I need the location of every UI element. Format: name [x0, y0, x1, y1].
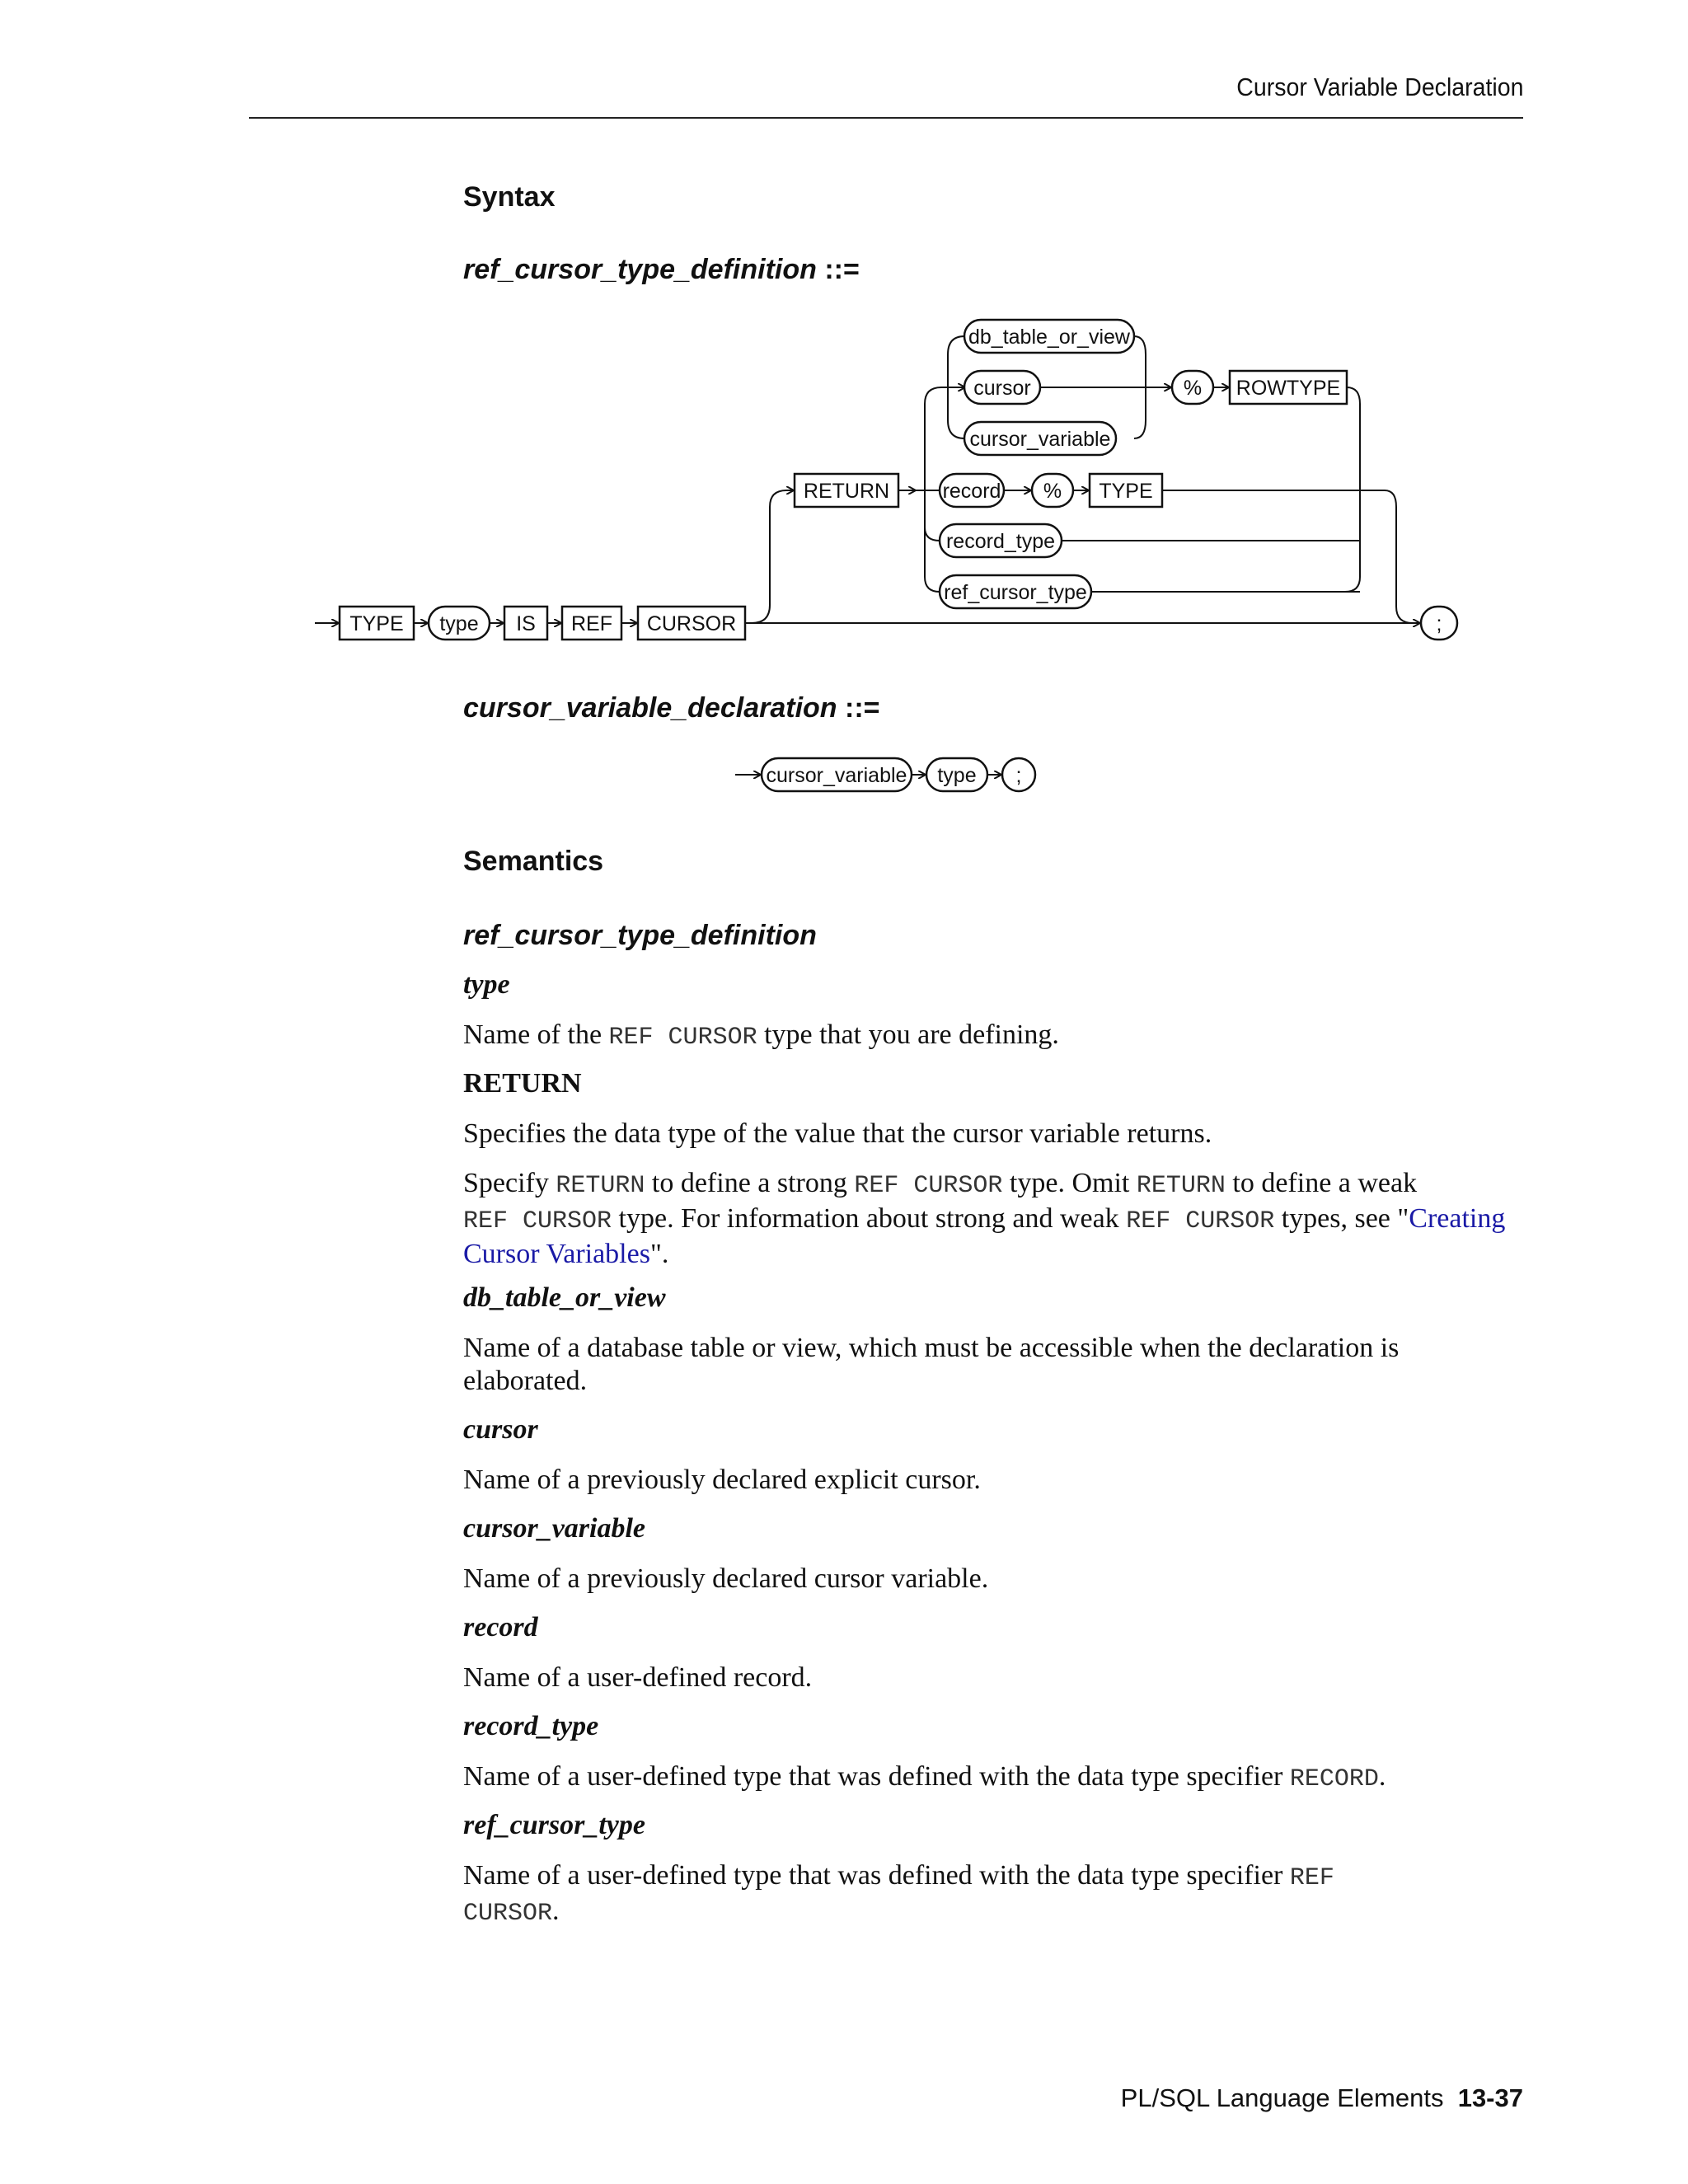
diagram-label-ref-cursor-type: ref_cursor_type [944, 581, 1087, 604]
diagram-label-type-kw: TYPE [349, 612, 404, 635]
running-header: Cursor Variable Declaration [1236, 73, 1523, 101]
code: RECORD [1289, 1765, 1379, 1793]
term-cursor: cursor [463, 1414, 538, 1445]
term-type: type [463, 969, 510, 1000]
desc-return: Specifies the data type of the value that the cursor variable returns. [463, 1118, 1212, 1149]
desc-cursor-variable: Name of a previously declared cursor variable. [463, 1563, 989, 1594]
text: Name of the [463, 1019, 609, 1050]
text: type. For information about strong and weak [612, 1203, 1127, 1234]
code: CURSOR [463, 1900, 553, 1928]
diagram2-label-cursor-variable: cursor_variable [766, 764, 907, 787]
text: ". [649, 1239, 669, 1269]
text: Name of a user-defined type that was defined with the data type specifier [463, 1860, 1290, 1891]
text: to define a strong [645, 1168, 855, 1198]
diagram-label-record-type: record_type [945, 530, 1056, 553]
code: REF [1289, 1864, 1334, 1892]
semantics-heading: Semantics [463, 846, 604, 877]
term-record: record [463, 1612, 538, 1643]
diagram-label-cursor: cursor [973, 377, 1031, 400]
syntax-diagram-cursor-variable-declaration [0, 0, 1688, 824]
syntax-heading: Syntax [463, 181, 556, 213]
desc-cursor: Name of a previously declared explicit cursor. [463, 1465, 981, 1495]
term-db-table-or-view: db_table_or_view [463, 1282, 666, 1313]
text: . [1378, 1761, 1386, 1792]
code: RETURN [1136, 1172, 1226, 1200]
diagram-label-db-table-or-view: db_table_or_view [968, 326, 1130, 349]
diagram-label-cursor-variable: cursor_variable [969, 428, 1111, 451]
desc-ref-cursor-type [463, 1859, 1526, 1930]
term-return: RETURN [463, 1068, 582, 1099]
diagram-label-percent-1: % [1183, 377, 1203, 400]
link-creating-cursor-variables[interactable]: Creating Cursor Variables [463, 1203, 1506, 1269]
production-name-2: cursor_variable_declaration [463, 692, 837, 724]
text: Name of a user-defined type that was defined with the data type specifier [463, 1761, 1290, 1792]
desc-record: Name of a user-defined record. [463, 1662, 813, 1693]
diagram-label-semicolon: ; [1436, 612, 1442, 635]
desc-return-strong-weak [463, 1167, 1526, 1271]
desc-db-table-or-view: Name of a database table or view, which must be accessible when the declaration is elaborated. [463, 1333, 1400, 1396]
diagram-label-rowtype: ROWTYPE [1236, 377, 1341, 400]
diagram-label-ref: REF [571, 612, 612, 635]
page-footer [1121, 2083, 1523, 2113]
text: Specify [463, 1168, 556, 1198]
production-operator: ::= [824, 254, 860, 285]
desc-record-type [463, 1760, 1526, 1796]
text: to define a weak [1225, 1168, 1418, 1198]
diagram-label-type-name: type [439, 612, 479, 635]
code: REF CURSOR [1126, 1207, 1275, 1235]
term-record-type: record_type [463, 1711, 599, 1741]
page-number: 13-37 [1457, 2083, 1523, 2112]
diagram-label-percent-2: % [1043, 480, 1062, 503]
text: type that you are defining. [757, 1019, 1059, 1050]
diagram-label-type-attr: TYPE [1099, 480, 1153, 503]
diagram-label-cursor-kw: CURSOR [646, 612, 737, 635]
semantics-subheading: ref_cursor_type_definition [463, 920, 817, 951]
production-name: ref_cursor_type_definition [463, 254, 817, 285]
footer-section: PL/SQL Language Elements [1120, 2083, 1444, 2112]
diagram2-label-type: type [937, 764, 977, 787]
code: REF CURSOR [463, 1207, 612, 1235]
code: REF CURSOR [854, 1172, 1003, 1200]
term-ref-cursor-type: ref_cursor_type [463, 1810, 645, 1840]
diagram-label-return: RETURN [803, 480, 890, 503]
diagram-label-is: IS [516, 612, 536, 635]
desc-type [463, 1019, 1526, 1054]
text: . [552, 1896, 560, 1926]
term-cursor-variable: cursor_variable [463, 1513, 645, 1544]
text: type. Omit [1002, 1168, 1137, 1198]
diagram-label-record: record [942, 480, 1001, 503]
text: types, see " [1274, 1203, 1409, 1234]
code: REF CURSOR [608, 1024, 757, 1052]
production-operator-2: ::= [845, 692, 880, 724]
diagram2-label-semicolon: ; [1015, 764, 1022, 787]
code: RETURN [556, 1172, 645, 1200]
